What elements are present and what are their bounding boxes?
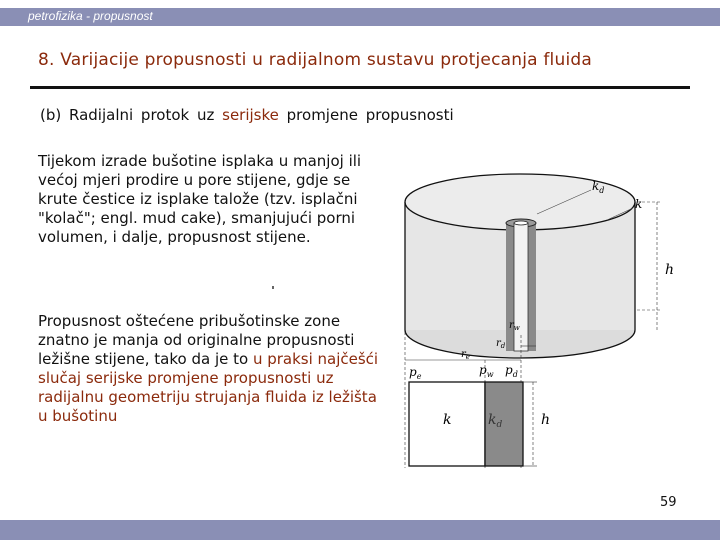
paragraph-damaged-plain: Propusnost oštećene pribušotinske zone znatno je manja od originalne propusnosti ležišne stijene, tako da je to — [38, 312, 355, 368]
label-k: k — [635, 197, 643, 211]
label-kd: $k_d$ — [592, 179, 605, 195]
label-pd: $p_d$ — [505, 363, 518, 379]
section-label-k: k — [443, 412, 452, 428]
label-pw: $p_w$ — [479, 363, 494, 379]
radial-flow-diagram — [395, 150, 685, 475]
label-re: $r_e$ — [461, 349, 470, 361]
title-divider — [30, 86, 690, 89]
breadcrumb: petrofizika - propusnost — [28, 9, 153, 23]
label-pe: $p_e$ — [409, 365, 422, 381]
subtitle-prefix: (b) Radijalni protok uz — [40, 106, 223, 124]
stray-mark — [272, 286, 274, 289]
label-rw: $r_w$ — [509, 320, 520, 332]
label-rd: $r_d$ — [496, 338, 506, 350]
paragraph-damaged-zone — [38, 312, 383, 426]
subtitle — [40, 106, 454, 124]
section-label-h: h — [541, 412, 551, 428]
section-label-kd: $k_d$ — [488, 412, 503, 430]
paragraph-mud-cake: Tijekom izrade bušotine isplaka u manjoj ili većoj mjeri prodire u pore stijene, gdje se krute čestice iz isplake taložе (tzv. isplačni "kolač"; engl. mud cake), smanjujući porni volumen, i dalje, propusnost stijene. — [38, 152, 362, 246]
footer-bar — [0, 520, 720, 540]
slide-title: 8. Varijacije propusnosti u radijalnom sustavu protjecanja fluida — [38, 50, 592, 70]
paragraph-damaged-highlight: u praksi najčešći slučaj serijske promjene propusnosti uz radijalnu geometriju strujanja fluida iz ležišta u bušotinu — [38, 350, 379, 425]
subtitle-suffix: promjene propusnosti — [278, 106, 454, 124]
header-bar — [0, 8, 720, 26]
label-h: h — [665, 262, 675, 278]
subtitle-highlight: serijske — [222, 106, 279, 124]
wellbore-top — [514, 221, 528, 225]
page-number: 59 — [660, 495, 677, 510]
